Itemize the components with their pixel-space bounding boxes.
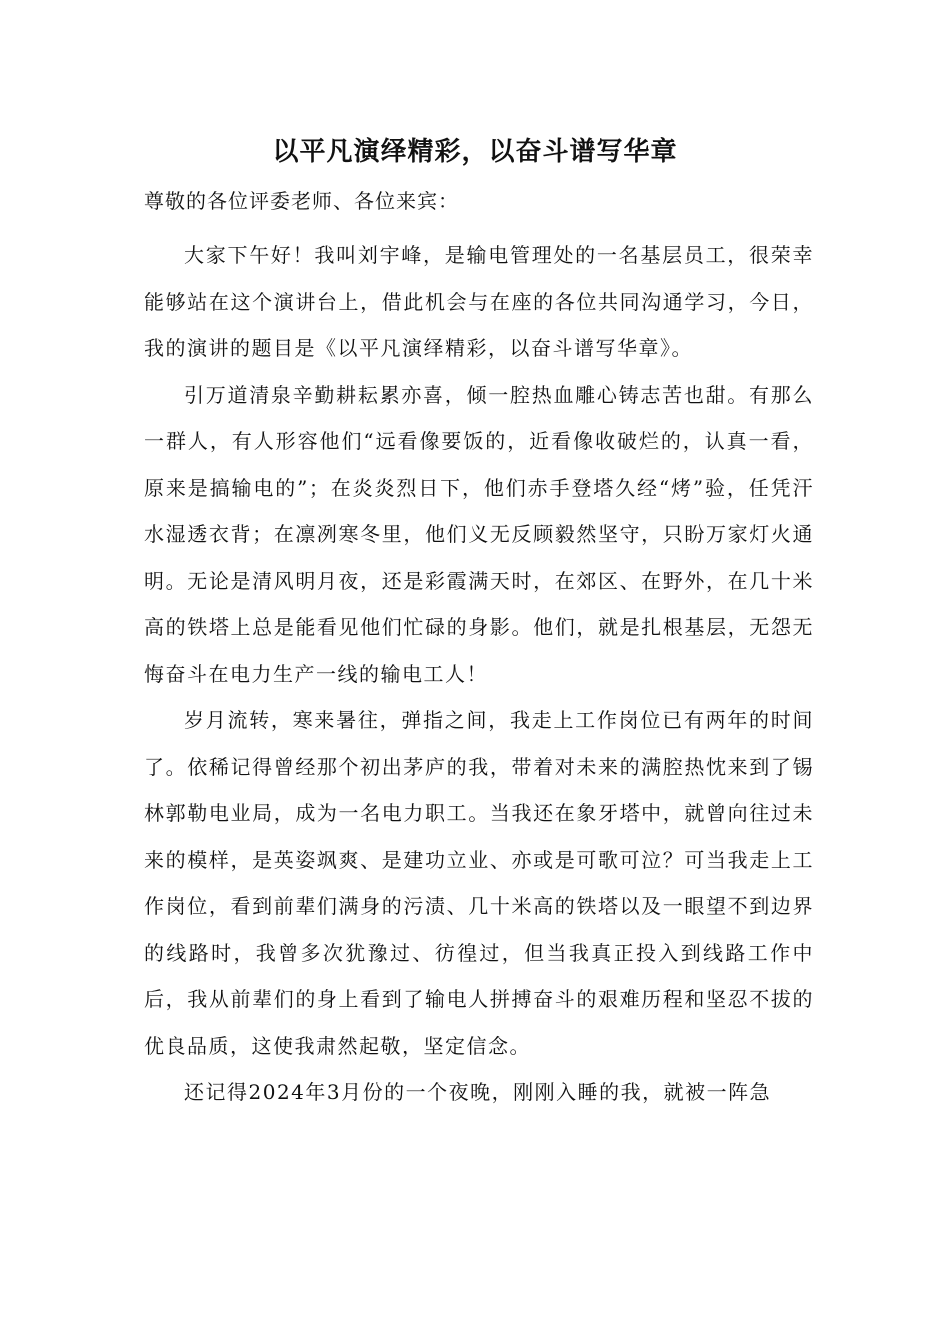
salutation: 尊敬的各位评委老师、各位来宾：	[144, 189, 459, 213]
paragraph-4: 还记得2024年3月份的一个夜晚，刚刚入睡的我，就被一阵急	[184, 1080, 772, 1104]
document-title: 以平凡演绎精彩，以奋斗谱写华章	[272, 137, 678, 167]
document-body	[144, 232, 814, 1116]
paragraph-1: 大家下午好！我叫刘宇峰，是输电管理处的一名基层员工，很荣幸能够站在这个演讲台上，借此机会与在座的各位共同沟通学习，今日，我的演讲的题目是《以平凡演绎精彩，以奋斗谱写华章》。	[144, 243, 814, 360]
paragraph-3: 岁月流转，寒来暑往，弹指之间，我走上工作岗位已有两年的时间了。依稀记得曾经那个初出茅庐的我，带着对未来的满腔热忱来到了锡林郭勒电业局，成为一名电力职工。当我还在象牙塔中，就曾向往过未来的模样，是英姿飒爽、是建功立业、亦或是可歌可泣？可当我走上工作岗位，看到前辈们满身的污渍、几十米高的铁塔以及一眼望不到边界的线路时，我曾多次犹豫过、彷徨过，但当我真正投入到线路工作中后，我从前辈们的身上看到了输电人拼搏奋斗的艰难历程和坚忍不拔的优良品质，这使我肃然起敬，坚定信念。	[144, 708, 814, 1058]
paragraph-2: 引万道清泉辛勤耕耘累亦喜，倾一腔热血雕心铸志苦也甜。有那么一群人，有人形容他们“远看像要饭的，近看像收破烂的，认真一看，原来是搞输电的”；在炎炎烈日下，他们赤手登塔久经“烤”验，任凭汗水湿透衣背；在凛冽寒冬里，他们义无反顾毅然坚守，只盼万家灯火通明。无论是清风明月夜，还是彩霞满天时，在郊区、在野外，在几十米高的铁塔上总是能看见他们忙碌的身影。他们，就是扎根基层，无怨无悔奋斗在电力生产一线的输电工人！	[144, 382, 814, 686]
